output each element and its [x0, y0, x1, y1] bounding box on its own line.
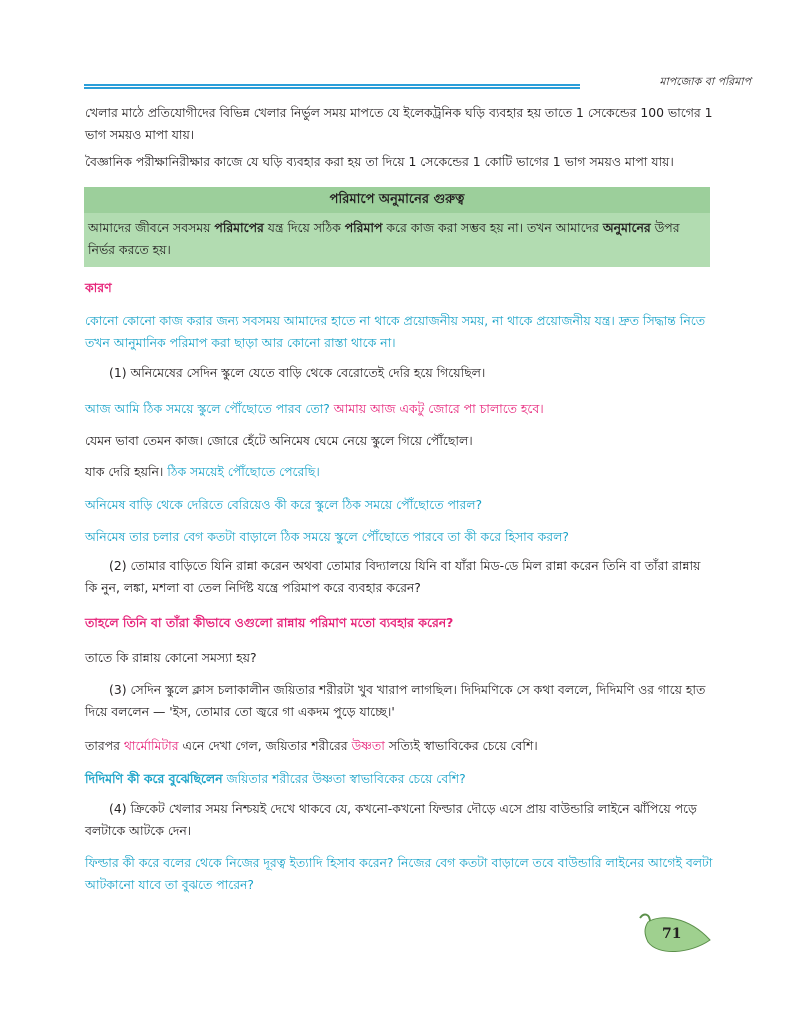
- note-text-1: আমাদের জীবনে সবসময়: [88, 220, 215, 235]
- note-bold-measurement: পরিমাপের: [214, 220, 264, 235]
- line-text-e: সত্যিই স্বাভাবিকের চেয়ে বেশি।: [384, 738, 538, 753]
- example-2-text: (2) তোমার বাড়িতে যিনি রান্না করেন অথবা তোমার বিদ্যালয়ে যিনি বা যাঁরা মিড-ডে মিল রান্না করেন তিনি বা তাঁরা রান্নায় কি নুন, লঙ্কা, মশলা বা তেল নির্দিষ্ট যন্ত্রে পরিমাপ করে ব্যবহার করেন?: [85, 558, 701, 595]
- header-rule: [84, 84, 580, 89]
- example-1-line-3: যেমন ভাবা তেমন কাজ। জোরে হেঁটে অনিমেষ ঘেমে নেয়ে স্কুলে গিয়ে পৌঁছোল।: [85, 433, 473, 448]
- note-text-3: করে কাজ করা সম্ভব হয় না। তখন আমাদের: [382, 220, 603, 235]
- page-number-leaf: [636, 912, 714, 956]
- line-4-plain: যাক দেরি হয়নি।: [85, 464, 168, 479]
- note-text-2: যন্ত্র দিয়ে সঠিক: [263, 220, 345, 235]
- paragraph-electronic-watch: খেলার মাঠে প্রতিযোগীদের বিভিন্ন খেলার নির্ভুল সময় মাপতে যে ইলেকট্রনিক ঘড়ি ব্যবহার হয় তাতে 1 সেকেন্ডের 100 ভাগের 1 ভাগ সময়ও মাপা যায়।: [85, 105, 713, 142]
- note-title: পরিমাপে অনুমানের গুরুত্ব: [329, 192, 465, 207]
- line-4-teal: ঠিক সময়েই পৌঁছোতে পেরেছি।: [167, 464, 320, 479]
- example-2-question-1: তাহলে তিনি বা তাঁরা কীভাবে ওগুলো রান্নায় পরিমাণ মতো ব্যবহার করেন?: [85, 615, 454, 630]
- example-1-line-4: [85, 461, 715, 483]
- example-4-question: ফিল্ডার কী করে বলের থেকে নিজের দূরত্ব ইত্যাদি হিসাব করেন? নিজের বেগ কতটা বাড়ালে তবে বাউন্ডারি লাইনের আগেই বলটা আটকানো যাবে তা বুঝতে পারেন?: [85, 855, 713, 892]
- example-1-text: (1) অনিমেষের সেদিন স্কুলে যেতে বাড়ি থেকে বেরোতেই দেরি হয়ে গিয়েছিল।: [109, 365, 486, 380]
- thermometer-word: থার্মোমিটার: [123, 738, 179, 753]
- example-3-line: [85, 735, 715, 757]
- note-bold-measure: পরিমাপ: [344, 220, 383, 235]
- line-text-c: এনে দেখা গেল, জয়িতার শরীরের: [178, 738, 352, 753]
- example-3-question: [85, 768, 715, 790]
- question-bold: দিদিমণি কী করে বুঝেছিলেন: [85, 771, 223, 786]
- page-number: 71: [662, 926, 682, 942]
- note-body: [88, 217, 706, 261]
- question-rest: জয়িতার শরীরের উষ্ণতা স্বাভাবিকের চেয়ে বেশি?: [222, 771, 466, 786]
- temperature-word: উষ্ণতা: [351, 738, 385, 753]
- thought-decision: আমায় আজ একটু জোরে পা চালাতে হবে।: [333, 401, 544, 416]
- example-3-text: (3) সেদিন স্কুলে ক্লাস চলাকালীন জয়িতার শরীরটা খুব খারাপ লাগছিল। দিদিমণিকে সে কথা বললে, দিদিমণি ওর গায়ে হাত দিয়ে বললেন — 'ইস, তোমার তো জ্বরে গা একদম পুড়ে যাচ্ছে।': [85, 682, 706, 719]
- example-4-text: (4) ক্রিকেট খেলার সময় নিশ্চয়ই দেখে থাকবে যে, কখনো-কখনো ফিল্ডার দৌড়ে এসে প্রায় বাউন্ডারি লাইনে ঝাঁপিয়ে পড়ে বলটাকে আটকে দেন।: [85, 801, 697, 838]
- line-text-a: তারপর: [85, 738, 124, 753]
- note-box: [84, 187, 710, 267]
- example-1-question-2: অনিমেষ তার চলার বেগ কতটা বাড়ালে ঠিক সময়ে স্কুলে পৌঁছোতে পারবে তা কী করে হিসাব করল?: [85, 529, 569, 544]
- reason-heading: কারণ: [85, 280, 112, 295]
- note-bold-estimation: অনুমানের: [602, 220, 651, 235]
- example-1-thought: [85, 398, 715, 420]
- example-1-question-1: অনিমেষ বাড়ি থেকে দেরিতে বেরিয়েও কী করে স্কুলে ঠিক সময়ে পৌঁছোতে পারল?: [85, 497, 483, 512]
- note-text-4: উপর নির্ভর করতে হয়।: [88, 220, 680, 257]
- example-2-question-2: তাতে কি রান্নায় কোনো সমস্যা হয়?: [85, 650, 257, 665]
- running-title: মাপজোক বা পরিমাপ: [659, 75, 751, 88]
- paragraph-scientific-watch: বৈজ্ঞানিক পরীক্ষানিরীক্ষার কাজে যে ঘড়ি ব্যবহার করা হয় তা দিয়ে 1 সেকেন্ডের 1 কোটি ভাগের 1 ভাগ সময়ও মাপা যায়।: [85, 154, 674, 169]
- thought-question: আজ আমি ঠিক সময়ে স্কুলে পৌঁছোতে পারব তো?: [85, 401, 334, 416]
- reason-text: কোনো কোনো কাজ করার জন্য সবসময় আমাদের হাতে না থাকে প্রয়োজনীয় সময়, না থাকে প্রয়োজনীয় যন্ত্র। দ্রুত সিদ্ধান্ত নিতে তখন আনুমানিক পরিমাপ করা ছাড়া আর কোনো রাস্তা থাকে না।: [85, 313, 706, 350]
